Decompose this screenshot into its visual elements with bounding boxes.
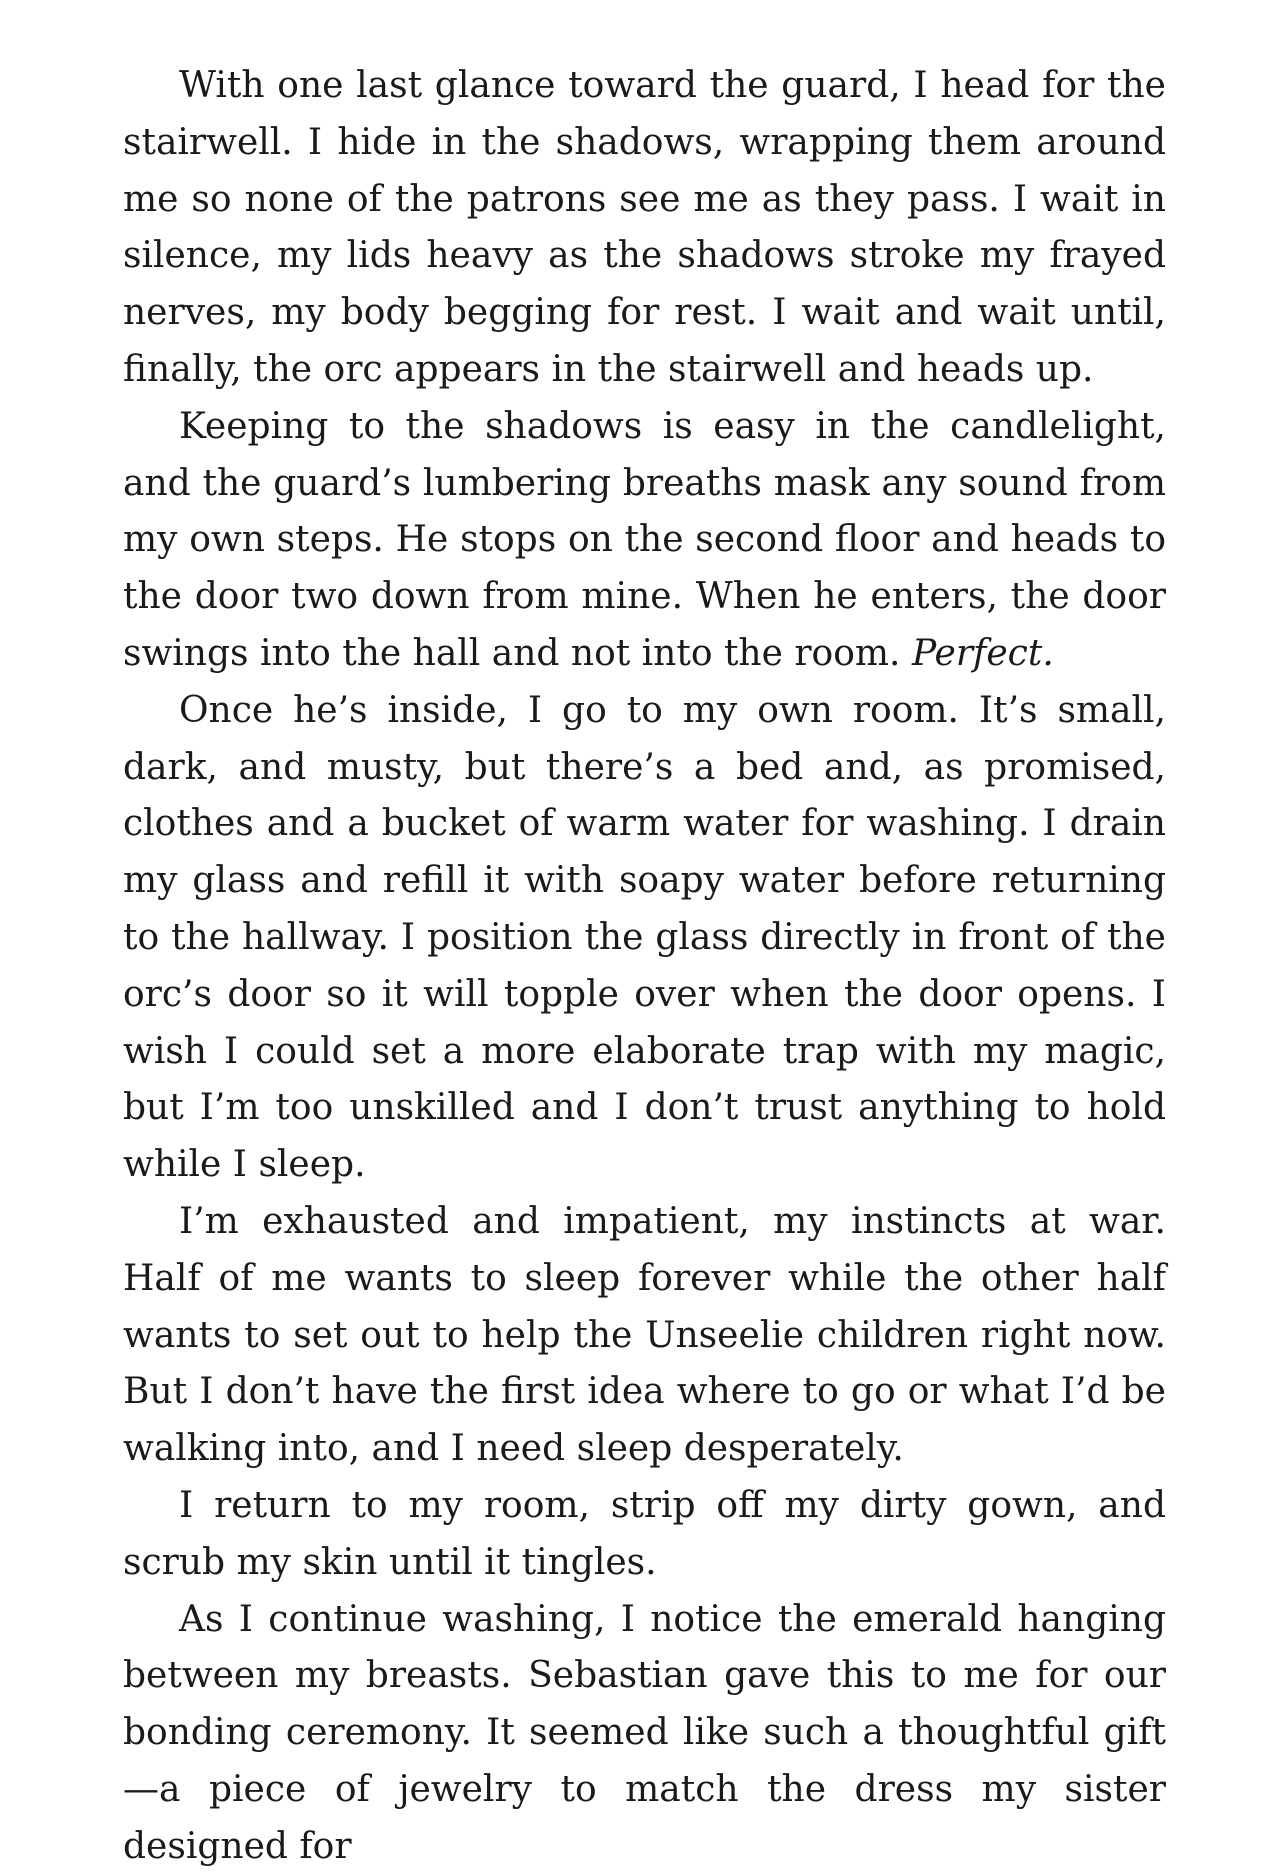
paragraph-4-text: I’m exhausted and impatient, my instincts at war. Half of me wants to sleep forever while the other half wants to set out to help the Unseelie children right now. But I don’t have the first idea where to go or what I’d be walking into, and I need sleep desperately.	[123, 1200, 1166, 1470]
paragraph-2-emphasis: Perfect.	[911, 632, 1054, 674]
paragraph-2	[123, 399, 1166, 683]
paragraph-1-text: With one last glance toward the guard, I head for the stairwell. I hide in the shadows, wrapping them around me so none of the patrons see me as they pass. I wait in silence, my lids heavy as the shadows stroke my frayed nerves, my body begging for rest. I wait and wait until, finally, the orc appears in the stairwell and heads up.	[123, 65, 1166, 390]
paragraph-6	[123, 1592, 1166, 1876]
paragraph-2-text: Keeping to the shadows is easy in the candlelight, and the guard’s lumbering breaths mask any sound from my own steps. He stops on the second floor and heads to the door two down from mine. When he enters, the door swings into the hall and not into the room.	[123, 405, 1166, 674]
paragraph-5-text: I return to my room, strip off my dirty gown, and scrub my skin until it tingles.	[123, 1484, 1166, 1583]
paragraph-4	[123, 1194, 1166, 1478]
book-page	[123, 58, 1166, 1876]
paragraph-1	[123, 58, 1166, 399]
paragraph-3-text: Once he’s inside, I go to my own room. It’s small, dark, and musty, but there’s a bed and, as promised, clothes and a bucket of warm water for washing. I drain my glass and refill it with soapy water before returning to the hallway. I position the glass directly in front of the orc’s door so it will topple over when the door opens. I wish I could set a more elaborate trap with my magic, but I’m too unskilled and I don’t trust anything to hold while I sleep.	[123, 689, 1166, 1186]
paragraph-5	[123, 1478, 1166, 1592]
paragraph-6-text: As I continue washing, I notice the emerald hanging between my breasts. Sebastian gave this to me for our bonding ceremony. It seemed like such a thoughtful gift—a piece of jewelry to match the dress my sister designed for	[123, 1598, 1166, 1867]
paragraph-3	[123, 683, 1166, 1194]
